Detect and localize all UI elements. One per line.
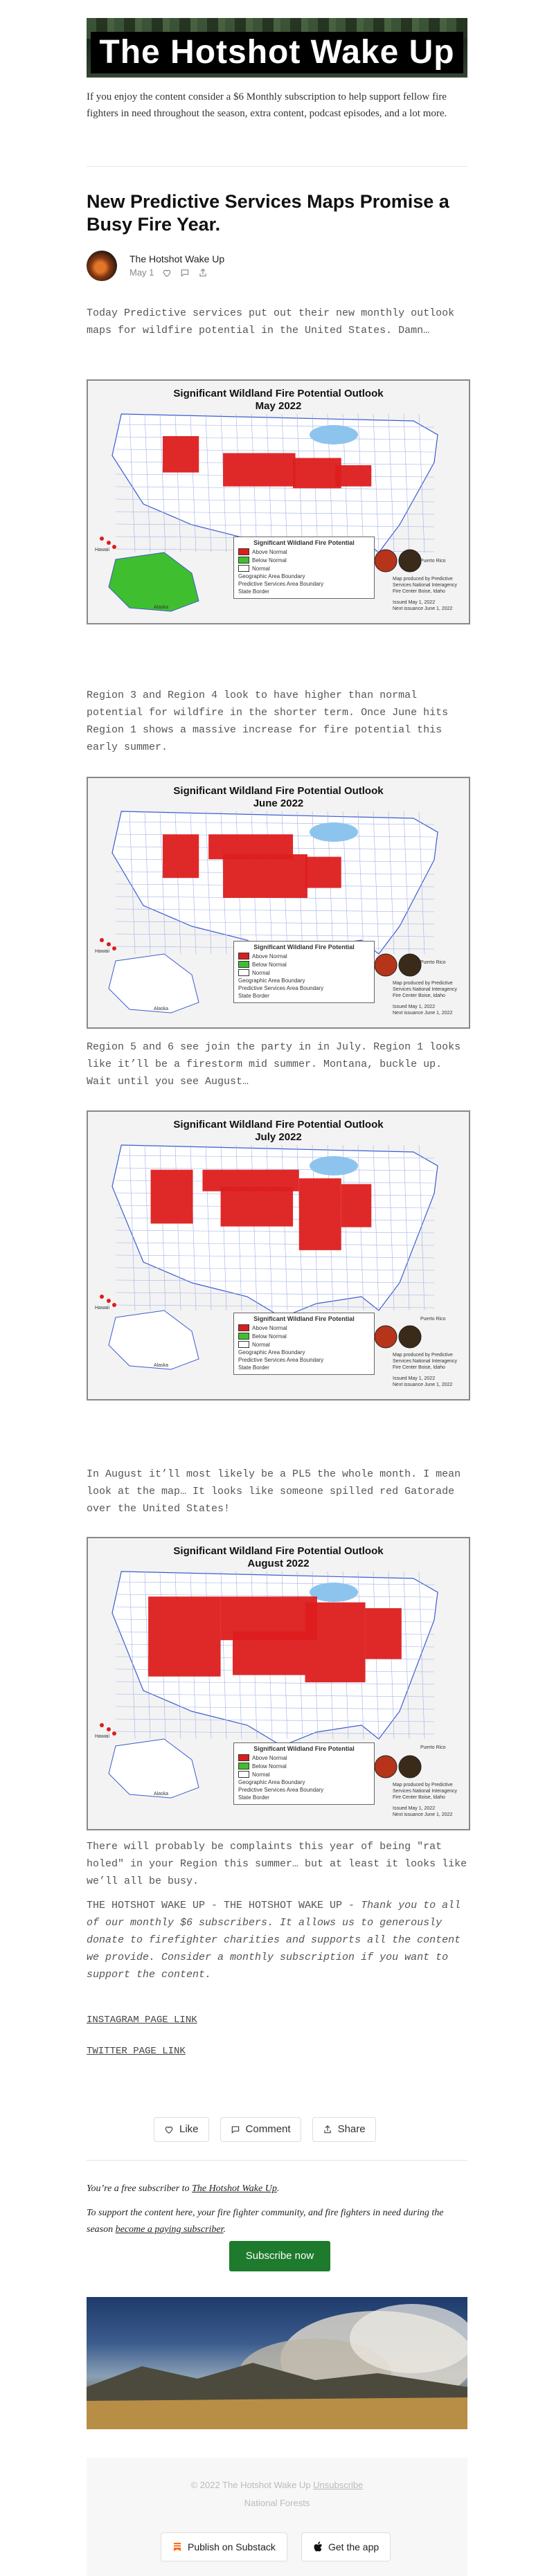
nifc-logo xyxy=(375,1756,397,1778)
closing-italic: Thank you to all of our monthly $6 subscribers. It allows us to generously donate to firefighter charities and supports all the content we provide. Consider a monthly subscription if you want to support the content. xyxy=(87,1900,461,1981)
nifc-logo xyxy=(375,954,397,976)
hawaii-island xyxy=(100,1723,104,1727)
comment-icon[interactable] xyxy=(180,268,190,278)
below-normal-swatch xyxy=(238,1763,249,1769)
above-normal-region xyxy=(163,834,199,878)
post-actions xyxy=(154,2117,376,2142)
legend-title: Significant Wildland Fire Potential xyxy=(253,1315,355,1322)
hawaii-island xyxy=(107,1727,111,1731)
above-normal-region xyxy=(223,854,307,898)
legend-state: State Border xyxy=(238,588,269,595)
get-the-app-button[interactable] xyxy=(301,2532,391,2561)
map-legend xyxy=(233,1313,375,1375)
legend-geo: Geographic Area Boundary xyxy=(238,1779,305,1785)
alaska-label: Alaska xyxy=(154,1007,169,1011)
post-meta xyxy=(129,267,208,278)
issued-date: Issued May 1, 2022 xyxy=(393,1376,436,1381)
legend-geo: Geographic Area Boundary xyxy=(238,1349,305,1355)
below-normal-swatch xyxy=(238,557,249,564)
hawaii-island xyxy=(112,1303,116,1307)
legend-geo: Geographic Area Boundary xyxy=(238,573,305,579)
normal-swatch xyxy=(238,1341,249,1348)
next-issuance: Next issuance June 1, 2022 xyxy=(393,1011,453,1016)
above-normal-region xyxy=(293,458,341,489)
map-legend xyxy=(233,941,375,1003)
hawaii-island xyxy=(100,1295,104,1299)
subscriber-suffix: . xyxy=(276,2183,280,2194)
legend-ps: Predictive Services Area Boundary xyxy=(238,1787,324,1793)
banner-title: The Hotshot Wake Up xyxy=(91,32,463,73)
above-normal-region xyxy=(341,1184,372,1227)
legend-above: Above Normal xyxy=(252,953,287,960)
map-title-line2: July 2022 xyxy=(255,1131,302,1143)
legend-normal: Normal xyxy=(252,565,270,572)
produced-by-label: Map produced by Predictive Services National Interagency Fire Center Boise, Idaho xyxy=(393,1353,457,1370)
legend-state: State Border xyxy=(238,1364,269,1371)
share-label: Share xyxy=(337,2123,366,2135)
divider xyxy=(87,166,467,167)
support-copy: To support the content here, your fire fighter community, and fire fighters in need during the season xyxy=(87,2208,444,2235)
great-lakes xyxy=(310,425,358,444)
normal-swatch xyxy=(238,1771,249,1778)
great-lakes xyxy=(310,822,358,842)
intro-text: If you enjoy the content consider a $6 Monthly subscription to help support fellow fire fighters in need throughout the season, extra content, podcast episodes, and a lot more. xyxy=(87,91,447,119)
above-normal-swatch xyxy=(238,548,249,555)
legend-title: Significant Wildland Fire Potential xyxy=(253,944,355,951)
publication-link[interactable]: The Hotshot Wake Up xyxy=(192,2183,277,2194)
alaska-shape xyxy=(109,552,199,611)
subscribe-button[interactable]: Subscribe now xyxy=(229,2241,330,2271)
legend-geo: Geographic Area Boundary xyxy=(238,978,305,984)
legend-normal: Normal xyxy=(252,969,270,976)
hawaii-island xyxy=(107,1299,111,1303)
copyright: © 2022 The Hotshot Wake Up xyxy=(190,2480,314,2490)
share-icon[interactable] xyxy=(198,268,208,278)
address: National Forests xyxy=(244,2498,310,2508)
heart-icon xyxy=(164,2125,174,2134)
puerto-rico-label: Puerto Rico xyxy=(420,960,446,965)
alaska-label: Alaska xyxy=(154,1363,169,1368)
footer xyxy=(87,2458,467,2576)
predictive-services-logo xyxy=(399,550,421,572)
closing-paragraph xyxy=(87,1897,467,1983)
paragraph: Today Predictive services put out their new monthly outlook maps for wildfire potential in the United States. Damn… xyxy=(87,307,455,336)
legend-below: Below Normal xyxy=(252,557,287,564)
map-title-line1: Significant Wildland Fire Potential Outlook xyxy=(173,1119,384,1131)
above-normal-region xyxy=(223,453,296,487)
hawaii-island xyxy=(112,1731,116,1736)
legend-normal: Normal xyxy=(252,1341,270,1348)
above-normal-region xyxy=(335,465,371,487)
twitter-link[interactable]: TWITTER PAGE LINK xyxy=(87,2046,186,2057)
author-name[interactable]: The Hotshot Wake Up xyxy=(129,253,225,264)
alaska-label: Alaska xyxy=(154,1792,169,1796)
map-title-line1: Significant Wildland Fire Potential Outlook xyxy=(173,388,384,399)
normal-swatch xyxy=(238,969,249,976)
wildfire-landscape-photo xyxy=(87,2297,467,2429)
legend-ps: Predictive Services Area Boundary xyxy=(238,985,324,991)
above-normal-region xyxy=(221,1187,294,1227)
map-title-line2: August 2022 xyxy=(247,1558,310,1569)
above-normal-region xyxy=(366,1608,402,1659)
unsubscribe-link[interactable]: Unsubscribe xyxy=(313,2480,364,2490)
issued-date: Issued May 1, 2022 xyxy=(393,1806,436,1811)
like-button[interactable] xyxy=(154,2117,209,2142)
normal-swatch xyxy=(238,565,249,572)
hawaii-label: Hawaii xyxy=(95,949,110,954)
apple-icon xyxy=(313,2541,323,2552)
puerto-rico-label: Puerto Rico xyxy=(420,559,446,564)
alaska-shape xyxy=(109,1310,199,1369)
hawaii-label: Hawaii xyxy=(95,1734,110,1739)
publish-label: Publish on Substack xyxy=(188,2541,276,2552)
support-text xyxy=(87,2205,467,2238)
next-issuance: Next issuance June 1, 2022 xyxy=(393,1812,453,1817)
alaska-shape xyxy=(109,954,199,1013)
produced-by-label: Map produced by Predictive Services National Interagency Fire Center Boise, Idaho xyxy=(393,981,457,998)
map-title-line1: Significant Wildland Fire Potential Outlook xyxy=(173,1545,384,1557)
legend-title: Significant Wildland Fire Potential xyxy=(253,1745,355,1752)
legend-above: Above Normal xyxy=(252,1754,287,1761)
legend-title: Significant Wildland Fire Potential xyxy=(253,539,355,546)
issued-date: Issued May 1, 2022 xyxy=(393,600,436,605)
above-normal-region xyxy=(151,1170,193,1224)
substack-icon xyxy=(172,2542,182,2552)
publish-on-substack-button[interactable] xyxy=(161,2532,287,2561)
above-normal-region xyxy=(299,1178,341,1250)
legend-below: Below Normal xyxy=(252,961,287,968)
post-date: May 1 xyxy=(129,267,154,278)
paying-subscriber-link[interactable]: become a paying subscriber xyxy=(115,2224,224,2235)
hawaii-label: Hawaii xyxy=(95,1306,110,1310)
predictive-services-logo xyxy=(399,1756,421,1778)
share-icon xyxy=(323,2125,332,2134)
fire-outlook-map-august[interactable] xyxy=(87,1537,470,1830)
above-normal-region xyxy=(163,436,199,473)
like-label: Like xyxy=(179,2123,199,2135)
legend-state: State Border xyxy=(238,993,269,999)
map-title-line2: May 2022 xyxy=(255,400,302,412)
puerto-rico-label: Puerto Rico xyxy=(420,1745,446,1750)
legend-state: State Border xyxy=(238,1794,269,1801)
legend-above: Above Normal xyxy=(252,1324,287,1331)
copyright-line xyxy=(87,2480,467,2490)
above-normal-region xyxy=(305,857,341,888)
support-period: . xyxy=(223,2224,226,2235)
next-issuance: Next issuance June 1, 2022 xyxy=(393,1382,453,1387)
above-normal-swatch xyxy=(238,1324,249,1331)
above-normal-region xyxy=(305,1603,366,1683)
hawaii-island xyxy=(100,537,104,541)
subscriber-status xyxy=(87,2181,467,2197)
legend-above: Above Normal xyxy=(252,548,287,555)
fire-outlook-map-june[interactable] xyxy=(87,777,470,1029)
app-label: Get the app xyxy=(328,2541,379,2552)
comment-label: Comment xyxy=(245,2123,291,2135)
nifc-logo xyxy=(375,550,397,572)
header-banner[interactable] xyxy=(87,18,467,78)
great-lakes xyxy=(310,1156,358,1176)
fire-outlook-map-july[interactable] xyxy=(87,1110,470,1400)
map-title-line1: Significant Wildland Fire Potential Outlook xyxy=(173,785,384,797)
hawaii-island xyxy=(100,938,104,942)
subscriber-prefix: You’re a free subscriber to xyxy=(87,2183,193,2194)
issued-date: Issued May 1, 2022 xyxy=(393,1005,436,1009)
paragraph: There will probably be complaints this year of being "rat holed" in your Region this summer… but at least it looks like we’ll all be busy. xyxy=(87,1841,467,1887)
fire-outlook-map-may[interactable] xyxy=(87,379,470,624)
below-normal-swatch xyxy=(238,961,249,968)
puerto-rico-label: Puerto Rico xyxy=(420,1317,446,1322)
comment-icon xyxy=(231,2125,240,2134)
share-button[interactable] xyxy=(312,2117,376,2142)
map-legend xyxy=(233,537,375,599)
above-normal-swatch xyxy=(238,953,249,960)
paragraph: Region 5 and 6 see join the party in in July. Region 1 looks like it’ll be a firestorm mid summer. Montana, buckle up. Wait until you see August… xyxy=(87,1041,461,1088)
paragraph: In August it’ll most likely be a PL5 the whole month. I mean look at the map… It looks like someone spilled red Gatorade over the United States! xyxy=(87,1468,461,1515)
paragraph: Region 3 and Region 4 look to have higher than normal potential for wildfire in the shorter term. Once June hits Region 1 shows a massive increase for fire potential this early summer. xyxy=(87,690,449,753)
produced-by-label: Map produced by Predictive Services National Interagency Fire Center Boise, Idaho xyxy=(393,577,457,594)
legend-below: Below Normal xyxy=(252,1763,287,1769)
nifc-logo xyxy=(375,1326,397,1348)
next-issuance: Next issuance June 1, 2022 xyxy=(393,606,453,611)
map-title-line2: June 2022 xyxy=(253,798,304,809)
alaska-label: Alaska xyxy=(154,605,169,610)
avatar[interactable] xyxy=(87,251,117,281)
divider xyxy=(87,2160,467,2161)
hawaii-island xyxy=(112,946,116,951)
predictive-services-logo xyxy=(399,954,421,976)
hawaii-island xyxy=(107,541,111,545)
post-title[interactable]: New Predictive Services Maps Promise a Busy Fire Year. xyxy=(87,191,449,235)
instagram-link[interactable]: INSTAGRAM PAGE LINK xyxy=(87,2015,197,2026)
above-normal-region xyxy=(148,1596,221,1677)
above-normal-swatch xyxy=(238,1754,249,1761)
landscape-illustration xyxy=(87,2297,467,2429)
legend-below: Below Normal xyxy=(252,1333,287,1340)
legend-ps: Predictive Services Area Boundary xyxy=(238,581,324,587)
legend-ps: Predictive Services Area Boundary xyxy=(238,1357,324,1363)
alaska-shape xyxy=(109,1739,199,1798)
map-legend xyxy=(233,1742,375,1805)
predictive-services-logo xyxy=(399,1326,421,1348)
author-block xyxy=(87,251,294,285)
closing-prefix: THE HOTSHOT WAKE UP - THE HOTSHOT WAKE UP - xyxy=(87,1900,361,1911)
heart-icon[interactable] xyxy=(162,268,172,278)
above-normal-region xyxy=(233,1632,305,1675)
hawaii-island xyxy=(112,545,116,549)
legend-normal: Normal xyxy=(252,1771,270,1778)
produced-by-label: Map produced by Predictive Services National Interagency Fire Center Boise, Idaho xyxy=(393,1783,457,1800)
hawaii-label: Hawaii xyxy=(95,548,110,552)
comment-button[interactable] xyxy=(220,2117,301,2142)
below-normal-swatch xyxy=(238,1333,249,1340)
hawaii-island xyxy=(107,942,111,946)
